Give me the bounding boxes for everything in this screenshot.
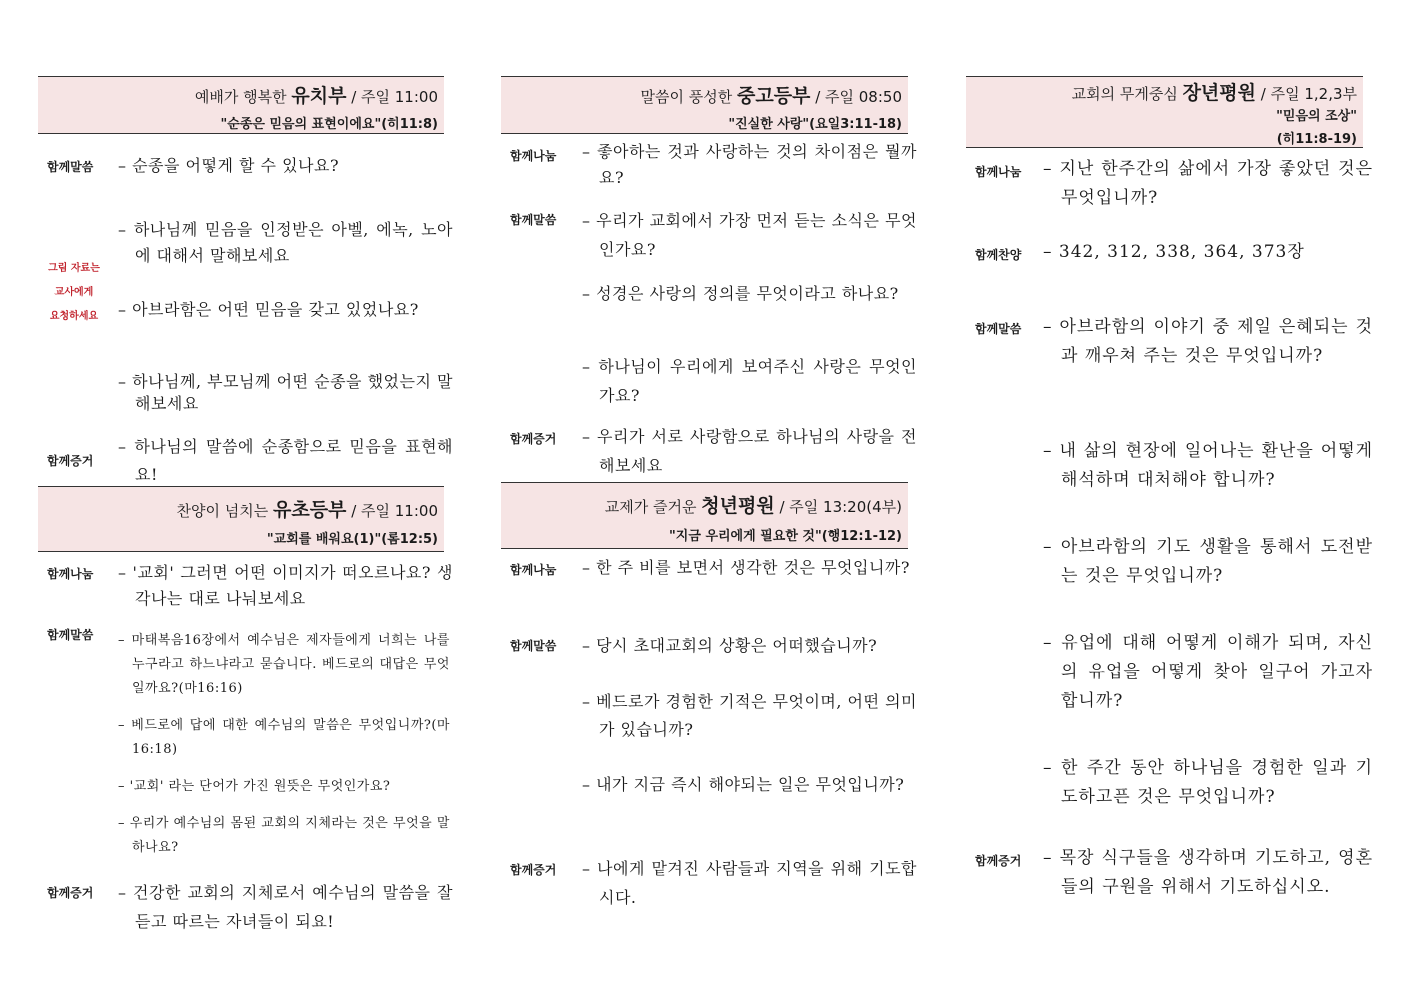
adult-verse: "믿음의 조상" <box>1276 109 1357 124</box>
list-item: – 우리가 서로 사랑함으로 하나님의 사랑을 전해보세요 <box>582 427 917 475</box>
list-item: – 아브라함의 기도 생활을 통해서 도전받는 것은 무엇입니까? <box>1043 537 1373 586</box>
list-item: – 나에게 맡겨진 사람들과 지역을 위해 기도합시다. <box>582 859 917 907</box>
elementary-title: 찬양이 넘치는 유초등부 / 주일 11:00 <box>176 499 438 521</box>
list-item: – 성경은 사랑의 정의를 무엇이라고 하나요? <box>582 284 899 303</box>
list-item: – 아브라함의 이야기 중 제일 은혜되는 것과 깨우쳐 주는 것은 무엇입니까? <box>1043 317 1373 366</box>
label-together-words: 함께말씀 <box>47 628 94 642</box>
youth-title: 말씀이 풍성한 중고등부 / 주일 08:50 <box>640 85 902 107</box>
adult-header <box>966 76 1363 148</box>
label-together-words: 함께말씀 <box>47 160 94 174</box>
list-item: – 좋아하는 것과 사랑하는 것의 차이점은 뭘까요? <box>582 142 917 187</box>
adult-title: 교회의 무게중심 장년평원 / 주일 1,2,3부 <box>1071 82 1357 104</box>
adult-verse-ref: (히11:8-19) <box>1276 132 1357 147</box>
department-name: 장년평원 <box>1182 82 1256 104</box>
label-together-share: 함께나눔 <box>47 567 94 581</box>
label-together-words: 함께말씀 <box>510 639 557 653</box>
department-name: 청년평원 <box>701 495 775 517</box>
label-together-words: 함께말씀 <box>510 213 557 227</box>
list-item: – 하나님께 믿음을 인정받은 아벨, 에녹, 노아에 대해서 말해보세요 <box>118 220 453 265</box>
list-item: – 하나님의 말씀에 순종함으로 믿음을 표현해요! <box>118 437 453 484</box>
list-item: – 건강한 교회의 지체로서 예수님의 말씀을 잘 듣고 따르는 자녀들이 되요! <box>118 883 453 931</box>
label-together-witness: 함께증거 <box>47 454 94 468</box>
list-item: – 내가 지금 즉시 해야되는 일은 무엇입니까? <box>582 775 905 794</box>
list-item: – 베드로에 답에 대한 예수님의 말씀은 무엇입니까?(마16:18) <box>118 718 450 757</box>
young-adult-header <box>501 482 908 549</box>
red-note: 그림 자료는 교사에게 요청하세요 <box>48 263 100 322</box>
list-item: – 내 삶의 현장에 일어나는 환난을 어떻게 해석하며 대처해야 합니까? <box>1043 441 1373 490</box>
list-item: – 하나님이 우리에게 보여주신 사랑은 무엇인가요? <box>582 357 917 405</box>
elementary-verse: "교회를 배워요(1)"(롬12:5) <box>266 532 438 547</box>
label-together-share: 함께나눔 <box>510 149 557 163</box>
youth-header <box>501 76 908 134</box>
label-together-share: 함께나눔 <box>975 165 1022 179</box>
list-item: – 목장 식구들을 생각하며 기도하고, 영혼들의 구원을 위해서 기도하십시오. <box>1043 848 1373 897</box>
label-together-words: 함께말씀 <box>975 322 1022 336</box>
list-item: – 한 주간 동안 하나님을 경험한 일과 기도하고픈 것은 무엇입니까? <box>1043 758 1373 807</box>
kindergarten-header <box>38 76 444 134</box>
list-item: – '교회' 그러면 어떤 이미지가 떠오르나요? 생각나는 대로 나눠보세요 <box>118 563 453 608</box>
label-together-share: 함께나눔 <box>510 563 557 577</box>
elementary-header <box>38 486 444 552</box>
list-item: – '교회' 라는 단어가 가진 원뜻은 무엇인가요? <box>118 779 391 794</box>
department-name: 유치부 <box>291 85 347 107</box>
list-item: – 당시 초대교회의 상황은 어떠했습니까? <box>582 636 878 655</box>
label-together-witness: 함께증거 <box>510 863 557 877</box>
young-adult-title: 교제가 즐거운 청년평원 / 주일 13:20(4부) <box>604 495 902 517</box>
young-adult-verse: "지금 우리에게 필요한 것"(행12:1-12) <box>669 529 902 544</box>
list-item: – 지난 한주간의 삶에서 가장 좋았던 것은 무엇입니까? <box>1043 159 1373 208</box>
list-item: – 우리가 예수님의 몸된 교회의 지체라는 것은 무엇을 말하나요? <box>118 816 450 855</box>
kindergarten-verse: "순종은 믿음의 표현이에요"(히11:8) <box>220 117 438 132</box>
list-item: – 342, 312, 338, 364, 373장 <box>1043 242 1305 262</box>
list-item: – 하나님께, 부모님께 어떤 순종을 했었는지 말해보세요 <box>118 372 453 413</box>
list-item: – 우리가 교회에서 가장 먼저 듣는 소식은 무엇인가요? <box>582 211 917 259</box>
department-name: 유초등부 <box>273 499 347 521</box>
list-item: – 마태복음16장에서 예수님은 제자들에게 너희는 나를 누구라고 하느냐라고 묻습니다. 베드로의 대답은 무엇일까요?(마16:16) <box>118 633 450 696</box>
list-item: – 아브라함은 어떤 믿음을 갖고 있었나요? <box>118 300 419 319</box>
label-together-witness: 함께증거 <box>47 886 94 900</box>
list-item: – 베드로가 경험한 기적은 무엇이며, 어떤 의미가 있습니까? <box>582 692 917 739</box>
list-item: – 순종을 어떻게 할 수 있나요? <box>118 156 340 175</box>
list-item: – 유업에 대해 어떻게 이해가 되며, 자신의 유업을 어떻게 찾아 일구어 가고자 합니까? <box>1043 633 1373 711</box>
label-together-praise: 함께찬양 <box>975 248 1022 262</box>
list-item: – 한 주 비를 보면서 생각한 것은 무엇입니까? <box>582 558 910 577</box>
label-together-witness: 함께증거 <box>975 854 1022 868</box>
department-name: 중고등부 <box>737 85 811 107</box>
kindergarten-title: 예배가 행복한 유치부 / 주일 11:00 <box>194 85 438 107</box>
youth-verse: "진실한 사랑"(요일3:11-18) <box>728 117 902 132</box>
label-together-witness: 함께증거 <box>510 432 557 446</box>
